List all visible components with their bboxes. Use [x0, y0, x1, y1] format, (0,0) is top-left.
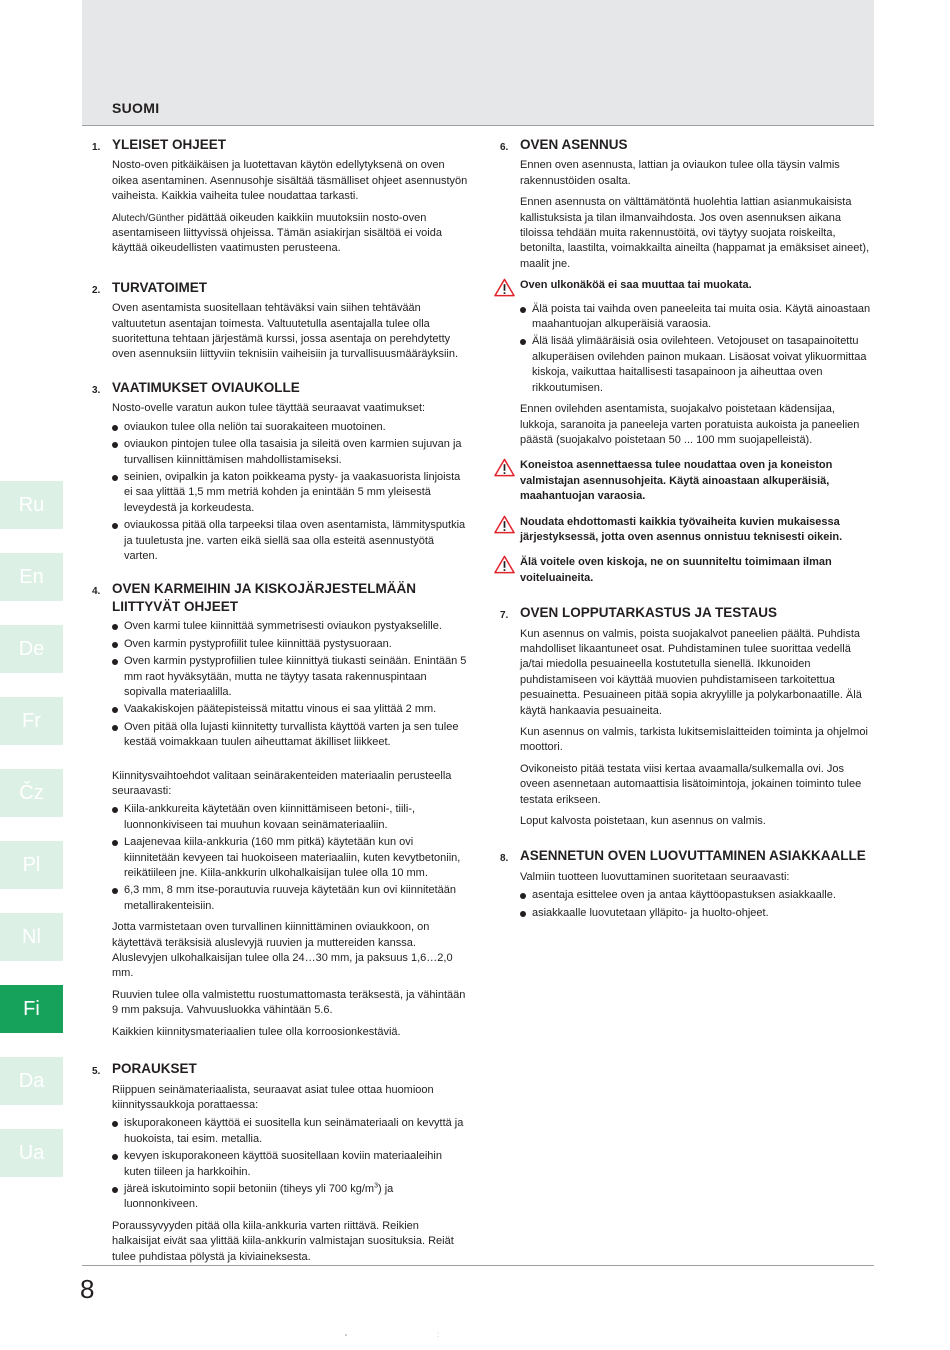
footer-divider [82, 1265, 874, 1266]
list-item: Kiila-ankkureita käytetään oven kiinnittämiseen betoni-, tiili-, luonnonkiviseen tai muuhun kovaan seinämateriaaliin. [112, 802, 470, 833]
page-title: SUOMI [112, 100, 160, 116]
section-number: 6. [500, 142, 509, 153]
section-number: 3. [92, 384, 101, 396]
tab-fi[interactable]: Fi [0, 985, 63, 1033]
right-column [500, 136, 875, 937]
tab-cz[interactable]: Čz [0, 769, 63, 817]
list-item-text: ) ja luonnonkiveen. [124, 1182, 394, 1211]
section-general [92, 136, 470, 257]
tab-ru[interactable]: Ru [0, 481, 63, 529]
section-number: 5. [92, 1066, 101, 1078]
list-item: Oven karmin pystyprofiilien tulee kiinnittyä tiukasti seinään. Enintään 5 mm raot hyväksytään, mutta ne täytyy tasata rakennuspintaan sopivalla materiaalilla. [112, 654, 470, 700]
warning-note [520, 278, 875, 293]
warning-note [520, 515, 875, 546]
section-number: 4. [92, 586, 101, 598]
warning-triangle-icon [494, 555, 515, 574]
bullet-list [112, 420, 470, 565]
section-installation [500, 136, 875, 586]
section-safety [92, 279, 470, 363]
list-item: Oven karmi tulee kiinnittää symmetrisesti oviaukon pystyakselille. [112, 619, 470, 634]
section-heading [92, 1060, 470, 1079]
list-item: kevyen iskuporakoneen käyttöä suositellaan koviin materiaaleihin kuten tiileen ja harkkoihin. [112, 1149, 470, 1180]
warning-text: Noudata ehdottomasti kaikkia työvaiheita kuvien mukaisessa järjestyksessä, jotta oven asennus onnistuu teknisesti oikein. [520, 515, 843, 543]
superscript: 3 [374, 1182, 378, 1190]
warning-note [520, 555, 875, 586]
brand-name: Alutech/Günther [112, 212, 185, 224]
warning-triangle-icon [494, 515, 515, 534]
footer-dot [345, 1334, 347, 1336]
paragraph: Nosto-oven pitkäikäisen ja luotettavan käytön edellytyksenä on oven oikea asentaminen. Asennusohje sisältää täsmälliset ohjeet asennustyön vaiheista. Kaikkia vaiheita tulee noudattaa tarkasti. [112, 159, 468, 203]
list-item: asiakkaalle luovutetaan ylläpito- ja huolto-ohjeet. [520, 906, 875, 921]
paragraph: Riippuen seinämateriaalista, seuraavat asiat tulee ottaa huomioon kiinnityssaukkoja porattaessa: [112, 1083, 434, 1111]
list-item: oviaukon tulee olla neliön tai suorakaiteen muotoinen. [112, 420, 470, 435]
paragraph: Ennen oven asennusta, lattian ja oviaukon tulee olla täysin valmis rakennustöiden osalta. [520, 159, 840, 187]
list-item: Oven pitää olla lujasti kiinnitetty turvallista käyttöä varten ja sen tulee kestää voimakkaan tuulen aiheuttamat äkilliset liikkeet. [112, 720, 470, 751]
section-number: 8. [500, 853, 509, 865]
left-column [92, 136, 470, 1281]
list-item: Oven karmin pystyprofiilit tulee kiinnittää pystysuoraan. [112, 637, 470, 652]
section-title: ASENNETUN OVEN LUOVUTTAMINEN ASIAKKAALLE [520, 848, 866, 864]
tab-fr[interactable]: Fr [0, 697, 63, 745]
paragraph: Ennen asennusta on välttämätöntä huolehtia lattian asianmukaisista kallistuksista ja tilan ilmanvaihdosta. Jos oven asennuksen aikana tiloissa tehdään muita rakennustöitä, ovi täytyy suojata roiskeilta, betonilta, laastilta, voimakkailta aineilta (happamat ja emäksiset aineet), maalit jne. [520, 196, 870, 270]
bullet-list [112, 1116, 470, 1212]
warning-text: Oven ulkonäköä ei saa muuttaa tai muokata. [520, 279, 752, 292]
paragraph: Oven asentamista suositellaan tehtäväksi vain siihen tehtävään valtuutetun asentajan toimesta. Valtuutetulla asentajalla tulee olla suoritettuna tehtaan järjestämä kurssi, jossa asentaja on perehdytetty oven asennuksiin liittyviin teknisiin vaiheisiin ja turvallisuusmääräyksiin. [112, 302, 459, 361]
list-item: oviaukon pintojen tulee olla tasaisia ja sileitä oven karmien sujuvan ja turvallisen kiinnittämisen mahdollistamiseksi. [112, 437, 470, 468]
tab-en[interactable]: En [0, 553, 63, 601]
paragraph: Valmiin tuotteen luovuttaminen suoritetaan seuraavasti: [520, 870, 790, 883]
section-final-inspection [500, 604, 875, 829]
section-title: PORAUKSET [112, 1061, 197, 1077]
bullet-list [520, 302, 875, 396]
tab-pl[interactable]: Pl [0, 841, 63, 889]
list-item-text: järeä iskutoiminto sopii betoniin (tiheys yli 700 kg/m [124, 1182, 375, 1195]
section-number: 1. [92, 142, 101, 153]
paragraph-text: pidättää oikeuden kaikkiin muutoksiin nosto-oven asentamiseen liittyvissä ohjeissa. Tämän asiakirjan sisältöä ei voida käyttää oikeudellisten vaatimusten perusteena. [112, 211, 442, 255]
bullet-list [112, 619, 470, 750]
section-opening-requirements [92, 379, 470, 564]
warning-text: Älä voitele oven kiskoja, ne on suunniteltu toimimaan ilman voiteluaineita. [520, 556, 832, 584]
header-divider [82, 125, 874, 126]
bullet-list [520, 888, 875, 921]
section-title: OVEN ASENNUS [520, 137, 628, 152]
section-heading [500, 136, 875, 155]
section-number: 2. [92, 284, 101, 296]
section-handover [500, 847, 875, 921]
section-title: OVEN KARMEIHIN JA KISKOJÄRJESTELMÄÄN LIITTYVÄT OHJEET [112, 581, 417, 615]
section-title: OVEN LOPPUTARKASTUS JA TESTAUS [520, 605, 778, 621]
list-item: Älä poista tai vaihda oven paneeleita tai muita osia. Käytä ainoastaan maahantuojan alkuperäisiä varaosia. [520, 302, 875, 333]
section-heading [500, 604, 875, 623]
header-band [82, 0, 874, 125]
paragraph: Kiinnitysvaihtoehdot valitaan seinärakenteiden materiaalin perusteella seuraavasti: [112, 769, 452, 797]
section-title: VAATIMUKSET OVIAUKOLLE [112, 379, 300, 395]
paragraph: Jotta varmistetaan oven turvallinen kiinnittäminen oviaukkoon, on käytettävä teräksisiä aluslevyjä ruuvien ja muttereiden kanssa. Aluslevyjen ulkohalkaisijan tulee olla 24…30 mm, ja paksuus 1,6…2,0 mm. [112, 921, 453, 980]
warning-triangle-icon [494, 458, 515, 477]
list-item: iskuporakoneen käyttöä ei suositella kun seinämateriaali on kevyttä ja huokoista, tai esim. metallia. [112, 1116, 470, 1147]
paragraph: Ennen ovilehden asentamista, suojakalvo poistetaan kädensijaa, lukkoja, saranoita ja paneeleja varten poratuista aukoista ja paneelien päästä (suojakalvo poistetaan 50 ... 100 mm suojapelleistä). [520, 403, 860, 446]
section-heading [92, 580, 470, 616]
paragraph [112, 211, 470, 257]
list-item [112, 1182, 470, 1213]
list-item: seinien, ovipalkin ja katon poikkeama pysty- ja vaakasuorista linjoista ei saa ylittää 1,5 mm metriä kohden ja enintään 5 mm yleisestä leveydestä ja korkeudesta. [112, 470, 470, 516]
footer-mark: : [437, 1330, 440, 1339]
paragraph: Poraussyvyyden pitää olla kiila-ankkuria varten riittävä. Reikien halkaisijat eivät saa ylittää kiila-ankkurin valmistajan suosituksia. Reiät tulee puhdistaa pölystä ja kiviaineksesta. [112, 1219, 454, 1263]
paragraph: Kun asennus on valmis, tarkista lukitsemislaitteiden toiminta ja ohjelmoi moottori. [520, 726, 868, 754]
warning-text: Koneistoa asennettaessa tulee noudattaa oven ja koneiston valmistajan asennusohjeita. Käytä ainoastaan alkuperäisiä, maahantuojan varaosia. [520, 459, 833, 503]
list-item: Älä lisää ylimääräisiä osia ovilehteen. Vetojouset on tasapainoitettu alkuperäisen ovilehden painon mukaan. Lisäosat voivat ylikuormittaa kiskoja, vaikuttaa haitallisesti tasapainoon ja aiheuttaa oven rikkoutumisen. [520, 334, 875, 396]
paragraph: Kaikkien kiinnitysmateriaalien tulee olla korroosionkestäviä. [112, 1025, 401, 1038]
warning-triangle-icon [494, 278, 515, 297]
section-number: 7. [500, 610, 509, 622]
section-frame-rails [92, 580, 470, 1040]
paragraph: Ovikoneisto pitää testata viisi kertaa avaamalla/sulkemalla ovi. Jos oveen asennetaan automaattisia lisätoimintoja, jokainen toiminto tulee testata erikseen. [520, 762, 862, 806]
section-heading [500, 847, 875, 866]
list-item: 6,3 mm, 8 mm itse-porautuvia ruuveja käytetään kun ovi kiinnitetään metallirakenteisiin. [112, 883, 470, 914]
section-heading [92, 379, 470, 398]
tab-nl[interactable]: Nl [0, 913, 63, 961]
section-heading [92, 136, 470, 155]
list-item: asentaja esittelee oven ja antaa käyttöopastuksen asiakkaalle. [520, 888, 875, 903]
tab-ua[interactable]: Ua [0, 1129, 63, 1177]
paragraph: Kun asennus on valmis, poista suojakalvot paneelien päältä. Puhdista mahdolliset likaantuneet osat. Puhdistaminen tulee suorittaa vedellä ja/tai miedolla pesuaineella kostutetulla sienellä. Ikkunoiden puhdistamiseen voi käyttää muovien puhdistamiseen tarkoitettua pesuainetta. Pesuaineen pitää sopia akryylille ja polykarbonaatille. Älä käytä hankaavia pesuaineita. [520, 627, 862, 717]
tab-de[interactable]: De [0, 625, 63, 673]
list-item: oviaukossa pitää olla tarpeeksi tilaa oven asentamista, lämmitysputkia ja tuuletusta jne. varten eikä siellä saa olla esteitä asennustyötä varten. [112, 518, 470, 564]
page-number: 8 [80, 1274, 95, 1304]
section-title: TURVATOIMET [112, 279, 208, 295]
list-item: Vaakakiskojen päätepisteissä mitattu vinous ei saa ylittää 2 mm. [112, 702, 470, 717]
section-drilling [92, 1060, 470, 1265]
warning-note [520, 458, 875, 504]
tab-da[interactable]: Da [0, 1057, 63, 1105]
bullet-list [112, 802, 470, 914]
paragraph: Loput kalvosta poistetaan, kun asennus on valmis. [520, 815, 766, 828]
paragraph: Nosto-ovelle varatun aukon tulee täyttää seuraavat vaatimukset: [112, 402, 426, 415]
list-item: Laajenevaa kiila-ankkuria (160 mm pitkä) käytetään kun ovi kiinnitetään kevyeen tai huokoiseen materiaaliin, kuten kevytbetoniin, reikätiileen jne. Kiila-ankkurin ulkohalkaisijan tulee olla 10 mm. [112, 835, 470, 881]
paragraph: Ruuvien tulee olla valmistettu ruostumattomasta teräksestä, ja vähintään 9 mm paksuja. Vahvuusluokka vähintään 5.6. [112, 988, 466, 1017]
section-title: YLEISET OHJEET [112, 137, 227, 152]
section-heading [92, 279, 470, 298]
